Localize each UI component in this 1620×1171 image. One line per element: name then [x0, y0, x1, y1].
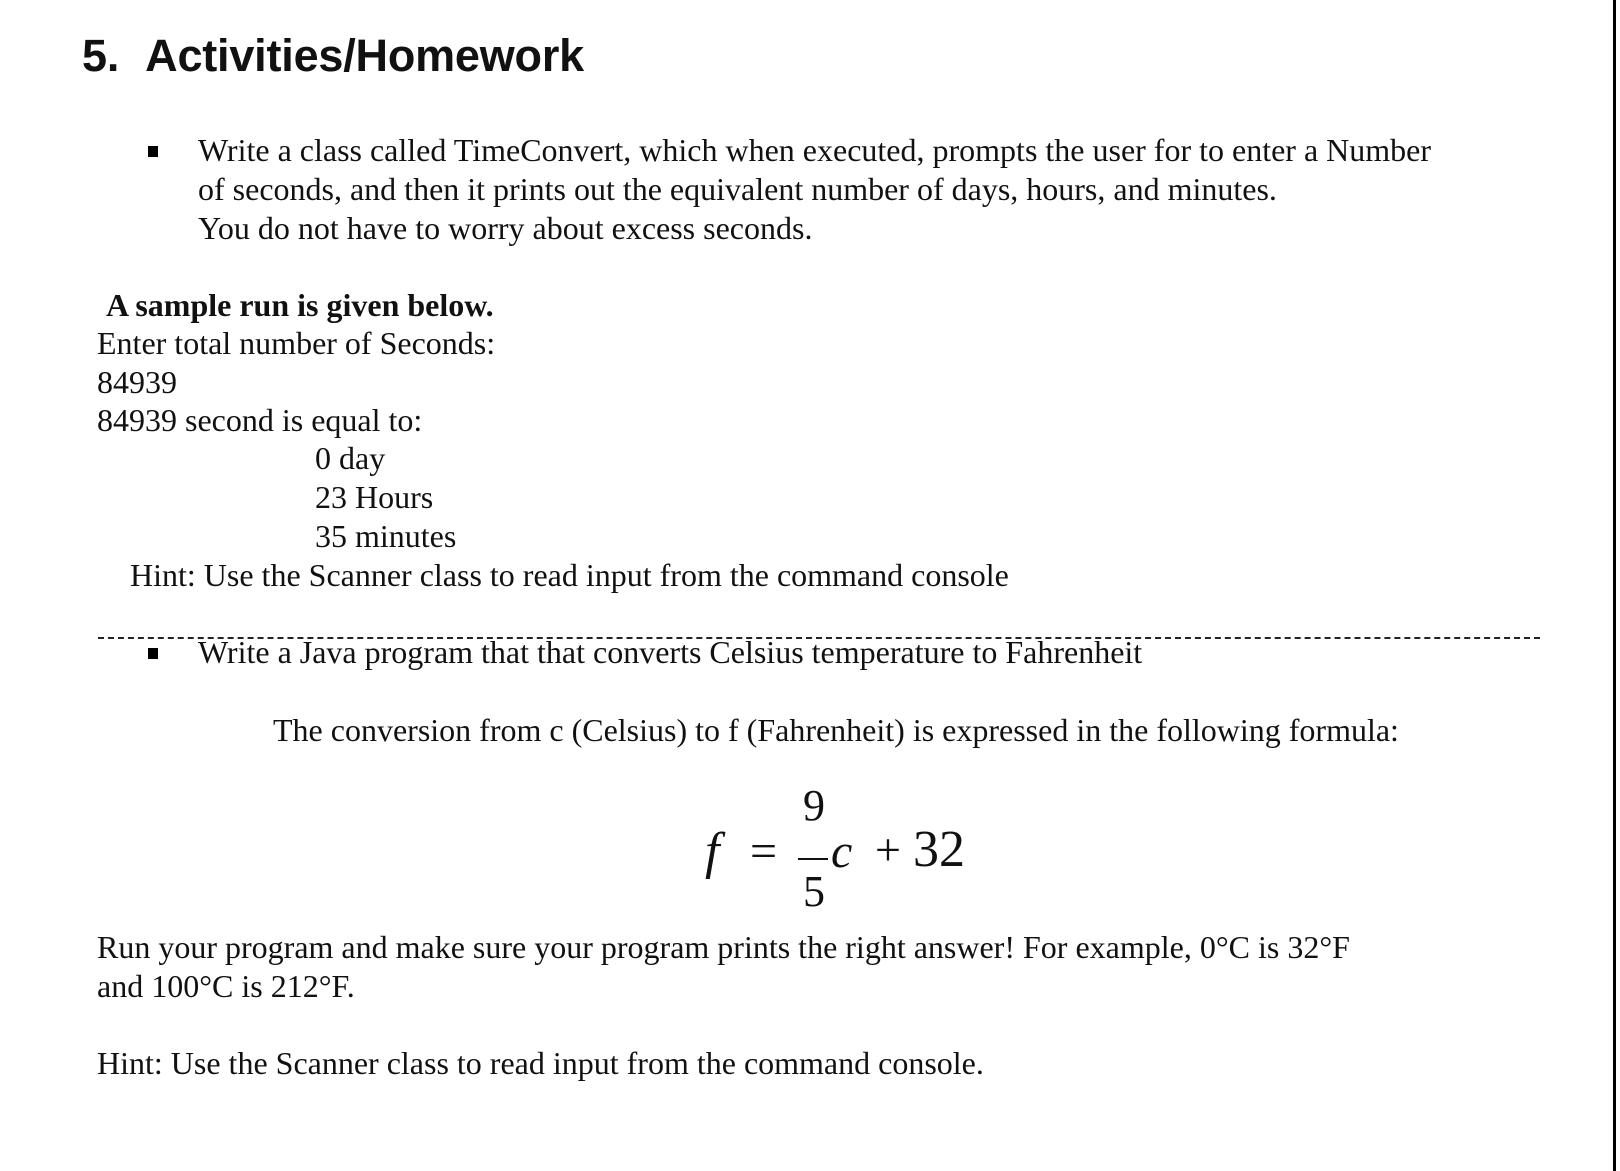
formula-numerator: 9 [803, 781, 825, 830]
page-right-border [1613, 0, 1616, 1171]
bullet-icon [148, 146, 158, 157]
task1-line-1: Write a class called TimeConvert, which when executed, prompts the user for to enter a Number [198, 132, 1432, 168]
sample-prompt: Enter total number of Seconds: [97, 325, 496, 361]
task1-line-3: You do not have to worry about excess seconds. [198, 210, 813, 246]
sample-title: A sample run is given below. [106, 287, 494, 323]
sample-minutes: 35 minutes [315, 518, 457, 554]
conversion-text: The conversion from c (Celsius) to f (Fahrenheit) is expressed in the following formula: [273, 712, 1399, 748]
bullet-icon [148, 648, 158, 659]
sample-hours: 23 Hours [315, 479, 434, 515]
section-number: 5. [82, 30, 120, 81]
task2-line: Write a Java program that that converts Celsius temperature to Fahrenheit [198, 634, 1143, 670]
task1-line-2: of seconds, and then it prints out the equivalent number of days, hours, and minutes. [198, 171, 1277, 207]
run-line-1: Run your program and make sure your program prints the right answer! For example, 0°C is 32°F [97, 929, 1350, 965]
formula-equals: = [750, 825, 778, 878]
formula-variable: c [831, 825, 853, 878]
sample-input: 84939 [97, 364, 177, 400]
task2-hint: Hint: Use the Scanner class to read input from the command console. [97, 1045, 984, 1081]
sample-result-intro: 84939 second is equal to: [97, 402, 423, 438]
section-heading [82, 30, 584, 82]
formula-plus: + [875, 824, 901, 875]
section-title: Activities/Homework [145, 30, 584, 81]
run-line-2: and 100°C is 212°F. [97, 968, 355, 1004]
formula-denominator: 5 [803, 867, 825, 916]
sample-hint: Hint: Use the Scanner class to read input from the command console [130, 557, 1009, 593]
formula-lhs: f [705, 823, 720, 880]
celsius-fahrenheit-formula [700, 780, 990, 930]
sample-days: 0 day [315, 440, 386, 476]
formula-fraction-bar [798, 858, 828, 860]
formula-constant: 32 [913, 821, 965, 878]
